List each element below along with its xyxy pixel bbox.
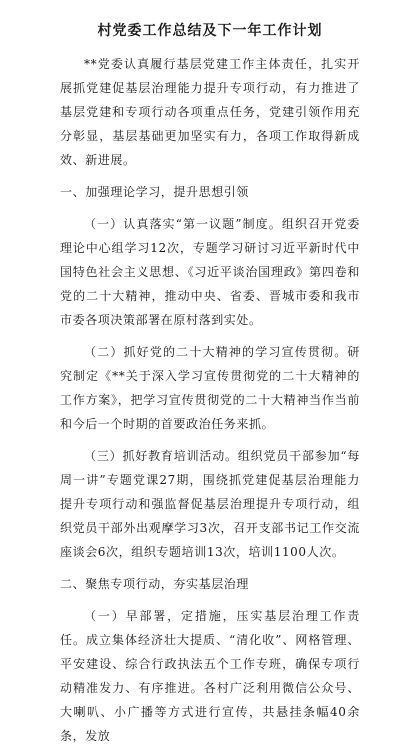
paragraph-1-3: （三）抓好教育培训活动。组织党员干部参加“每周一讲”专题党课27期，围绕抓党建促基层治理能力提升专项行动和强监督促基层治理提升专项行动，组织党员干部外出观摩学习3次，召开支部书记工作交流座谈会6次，组织专题培训13次，培训1100人次。 xyxy=(60,449,360,559)
document-title: 村党委工作总结及下一年工作计划 xyxy=(97,23,323,39)
section-heading-1: 一、加强理论学习，提升思想引领 xyxy=(60,185,250,199)
section-heading-2: 二、聚焦专项行动，夯实基层治理 xyxy=(60,577,250,591)
paragraph-2-1: （一）早部署，定措施，压实基层治理工作责任。成立集体经济壮大提质、“清化收”、网格管理、平安建设、综合行政执法五个工作专班，确保专项行动精准发力、有序推进。各村广泛利用微信公众号、大喇叭、小广播等方式进行宣传，共悬挂条幅40余条，发放 xyxy=(60,609,360,743)
paragraph-1-1: （一）认真落实“第一议题”制度。组织召开党委理论中心组学习12次，专题学习研讨习近平新时代中国特色社会主义思想、《习近平谈治国理政》第四卷和党的二十大精神，推动中央、省委、晋城市委和我市市委各项决策部署在原村落到实处。 xyxy=(60,217,360,327)
intro-paragraph: **党委认真履行基层党建工作主体责任，扎实开展抓党建促基层治理能力提升专项行动，有力推进了基层党建和专项行动各项重点任务，党建引领作用充分彰显，基层基础更加坚实有力，各项工作取得新成效、新进展。 xyxy=(60,57,360,167)
paragraph-1-2: （二）抓好党的二十大精神的学习宣传贯彻。研究制定《**关于深入学习宣传贯彻党的二十大精神的工作方案》，把学习宣传贯彻党的二十大精神当作当前和今后一个时期的首要政治任务来抓。 xyxy=(60,345,360,431)
